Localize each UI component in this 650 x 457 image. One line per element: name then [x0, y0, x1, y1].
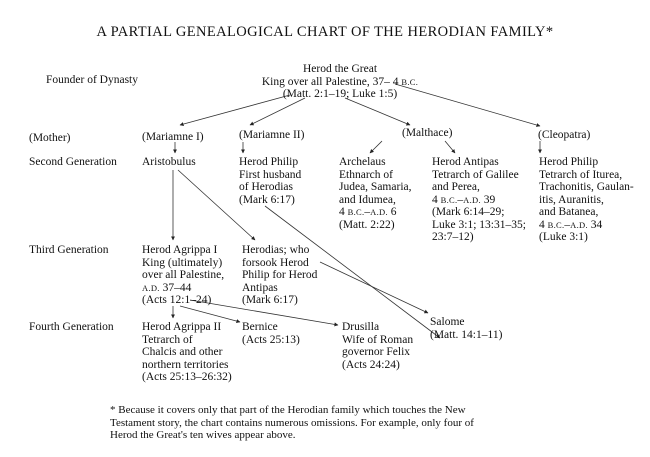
node-text-line: (Mariamne II): [239, 129, 305, 141]
node-drusilla: [342, 321, 413, 371]
node-herod-philip-first-husband: [239, 156, 301, 206]
node-herod-agrippa-i: [142, 244, 224, 307]
node-text-line: (Luke 3:1): [539, 231, 588, 243]
node-text-line: of Herodias: [239, 181, 293, 193]
node-text-line: King over all Palestine, 37– 4 B.C.: [261, 75, 419, 88]
node-text-line: Aristobulus: [142, 156, 196, 168]
node-text-line: Herod Philip: [539, 156, 599, 168]
node-text-line: (Mark 6:14–29;: [432, 206, 505, 218]
node-text-line: Chalcis and other: [142, 346, 223, 358]
node-text-line: Trachonitis, Gaulan-: [539, 181, 634, 193]
node-text-line: Wife of Roman: [342, 333, 414, 346]
node-mariamne-ii: [239, 129, 304, 142]
node-text-line: Archelaus: [339, 156, 386, 168]
node-herodias: [242, 244, 317, 307]
node-salome: [430, 316, 502, 341]
node-text-line: Ethnarch of: [339, 168, 393, 181]
node-aristobulus: [142, 156, 196, 169]
node-text-line: itis, Auranitis,: [539, 193, 604, 206]
node-text-line: and Batanea,: [539, 206, 599, 218]
footnote: [110, 404, 474, 442]
row-label-second: Second Generation: [29, 156, 117, 168]
node-cleopatra: [538, 129, 590, 142]
row-label-fourth: Fourth Generation: [29, 321, 114, 333]
node-malthace: [402, 127, 452, 140]
node-text-line: (Cleopatra): [538, 129, 591, 141]
row-label-founder: Founder of Dynasty: [46, 74, 138, 86]
node-herod-the-great: [255, 63, 425, 101]
node-text-line: (Matt. 2:22): [339, 218, 395, 231]
node-text-line: Herod Agrippa I: [142, 244, 218, 256]
node-text-line: (Acts 24:24): [342, 358, 400, 371]
node-text-line: Luke 3:1; 13:31–35;: [432, 218, 526, 231]
node-mariamne-i: [142, 131, 204, 144]
node-herod-agrippa-ii: [142, 321, 232, 384]
node-text-line: Salome: [430, 316, 465, 328]
node-text-line: (Matt. 14:1–11): [430, 328, 503, 341]
line-agrippa1-bernice: [180, 306, 240, 322]
node-text-line: forsook Herod: [242, 256, 309, 269]
node-text-line: First husband: [239, 168, 302, 181]
node-text-line: (Acts 25:13–26:32): [142, 371, 232, 383]
footnote-line: * Because it covers only that part of the Herodian family which touches the New: [110, 404, 466, 416]
node-text-line: (Malthace): [402, 127, 453, 139]
row-label-third: Third Generation: [29, 244, 109, 256]
node-text-line: (Acts 12:1–24): [142, 294, 212, 306]
node-text-line: Herodias; who: [242, 244, 310, 256]
node-text-line: Tetrarch of Iturea,: [539, 168, 623, 181]
footnote-line: Herod the Great's ten wives appear above.: [110, 429, 296, 441]
node-text-line: Herod Philip: [239, 156, 299, 168]
node-archelaus: [339, 156, 412, 231]
node-text-line: A.D. 37–44: [142, 281, 192, 294]
node-text-line: Herod the Great: [302, 63, 378, 75]
node-text-line: governor Felix: [342, 346, 411, 358]
row-label-mother: (Mother): [29, 132, 71, 144]
node-text-line: King (ultimately): [142, 256, 223, 269]
line-herod-malthace: [345, 98, 410, 125]
node-text-line: Tetrarch of Galilee: [432, 168, 519, 181]
footnote-line: Testament story, the chart contains numerous omissions. For example, only four of: [110, 416, 474, 429]
node-herod-philip-tetrarch: [539, 156, 634, 244]
node-text-line: Antipas: [242, 281, 278, 294]
node-text-line: 23:7–12): [432, 231, 474, 243]
node-text-line: Philip for Herod: [242, 269, 318, 281]
node-text-line: 4 B.C.–A.D. 39: [432, 193, 496, 206]
node-text-line: Herod Antipas: [432, 156, 499, 168]
node-text-line: over all Palestine,: [142, 269, 225, 281]
line-malthace-antipas: [445, 141, 455, 153]
node-text-line: Herod Agrippa II: [142, 321, 222, 333]
node-text-line: Bernice: [242, 321, 278, 333]
line-herodias-salome: [320, 262, 428, 313]
node-text-line: northern territories: [142, 358, 229, 371]
node-text-line: 4 B.C.–A.D. 6: [339, 206, 397, 218]
line-herod-mariamne2: [250, 98, 305, 125]
node-text-line: and Perea,: [432, 181, 480, 193]
node-bernice: [242, 321, 300, 346]
node-text-line: (Mariamne I): [142, 131, 204, 143]
node-text-line: (Mark 6:17): [239, 193, 295, 206]
node-text-line: (Mark 6:17): [242, 294, 298, 306]
node-text-line: Tetrarch of: [142, 333, 193, 346]
node-text-line: and Idumea,: [339, 193, 396, 206]
node-text-line: Judea, Samaria,: [339, 181, 412, 193]
line-malthace-archelaus: [370, 141, 382, 153]
node-herod-antipas: [432, 156, 526, 244]
node-text-line: 4 B.C.–A.D. 34: [539, 218, 603, 231]
node-text-line: (Matt. 2:1–19; Luke 1:5): [282, 88, 398, 100]
node-text-line: Drusilla: [342, 321, 380, 333]
node-text-line: (Acts 25:13): [242, 333, 300, 346]
chart-title: A PARTIAL GENEALOGICAL CHART OF THE HERODIAN FAMILY*: [96, 24, 554, 40]
